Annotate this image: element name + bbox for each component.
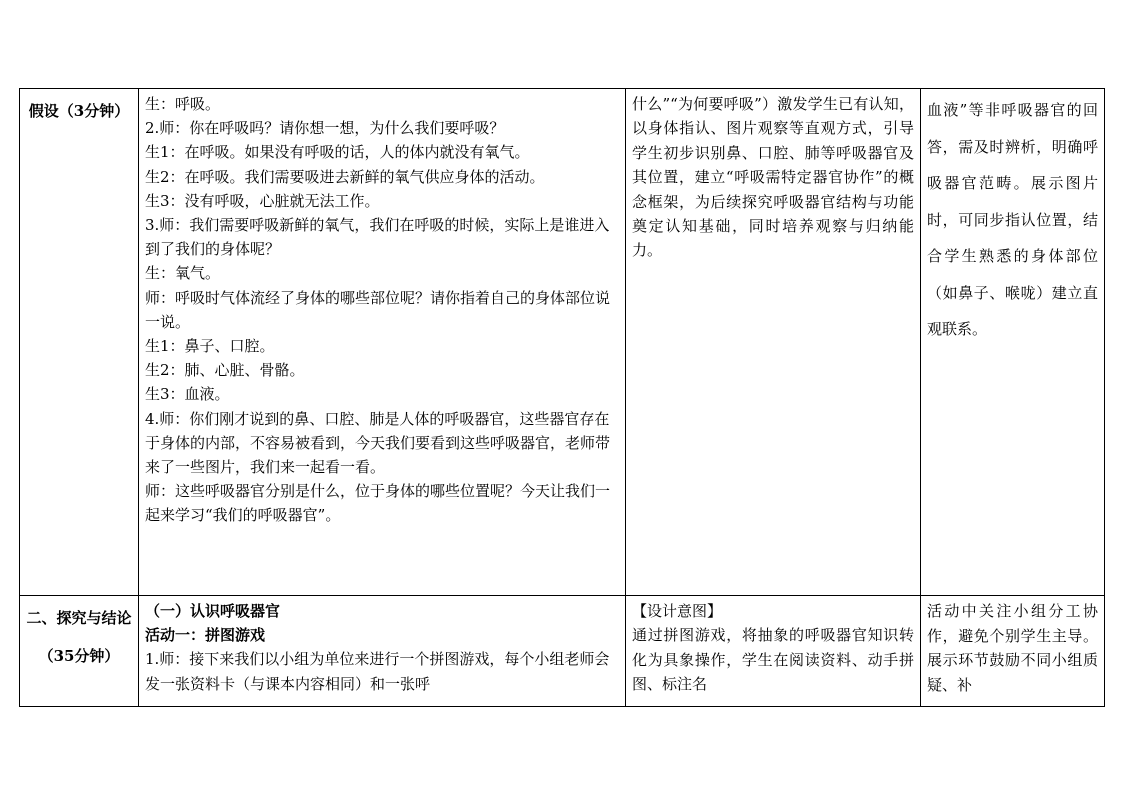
process-cell: [139, 596, 626, 707]
intent-cell: [626, 596, 921, 707]
process-line: 1.师：接下来我们以小组为单位来进行一个拼图游戏，每个小组老师会发一张资料卡（与课本内容相同）和一张呼: [145, 650, 610, 693]
stage-label: 二、探究与结论（35分钟）: [26, 609, 132, 665]
table-row: [20, 596, 1105, 707]
process-line: 生：呼吸。: [145, 95, 221, 113]
design-intent-heading: 【设计意图】: [632, 602, 723, 620]
process-cell: [139, 89, 626, 596]
design-intent-text: 通过拼图游戏，将抽象的呼吸器官知识转化为具象操作，学生在阅读资料、动手拼图、标注名: [632, 626, 914, 694]
process-line: 生1：在呼吸。如果没有呼吸的话，人的体内就没有氧气。: [145, 143, 530, 162]
stage-cell: [20, 596, 139, 707]
process-line: 3.师：我们需要呼吸新鲜的氧气，我们在呼吸的时候，实际上是谁进入到了我们的身体呢？: [145, 216, 610, 259]
process-line: 2.师：你在呼吸吗？请你想一想，为什么我们要呼吸？: [145, 119, 505, 138]
process-line: 生2：在呼吸。我们需要吸进去新鲜的氧气供应身体的活动。: [145, 167, 545, 186]
notes-cell: [921, 89, 1105, 596]
section-heading: （一）认识呼吸器官: [145, 602, 281, 620]
stage-label: 假设（3分钟）: [28, 102, 130, 120]
notes-text: 血液”等非呼吸器官的回答，需及时辨析，明确呼吸器官范畴。展示图片时，可同步指认位置，结合学生熟悉的身体部位（如鼻子、喉咙）建立直观联系。: [927, 101, 1098, 338]
process-line: 生1：鼻子、口腔。: [145, 337, 275, 356]
design-intent-text: 什么”“为何要呼吸”）激发学生已有认知，以身体指认、图片观察等直观方式，引导学生初步识别鼻、口腔、肺等呼吸器官及其位置，建立“呼吸需特定器官协作”的概念框架，为后续探究呼吸器官结构与功能奠定认知基础，同时培养观察与归纳能力。: [632, 95, 914, 260]
lesson-plan-table: [19, 88, 1105, 707]
notes-cell: [921, 596, 1105, 707]
process-line: 生：氧气。: [145, 264, 221, 283]
process-line: 师：呼吸时气体流经了身体的哪些部位呢？请你指着自己的身体部位说一说。: [145, 288, 611, 331]
process-line: 4.师：你们刚才说到的鼻、口腔、肺是人体的呼吸器官，这些器官存在于身体的内部，不容易被看到，今天我们要看到这些呼吸器官，老师带来了一些图片，我们来一起看一看。: [145, 409, 611, 477]
stage-cell: [20, 89, 139, 596]
process-line: 师：这些呼吸器官分别是什么，位于身体的哪些位置呢？今天让我们一起来学习“我们的呼吸器官”。: [145, 482, 611, 525]
intent-cell: [626, 89, 921, 596]
activity-heading: 活动一：拼图游戏: [145, 626, 266, 645]
process-line: 生3：没有呼吸，心脏就无法工作。: [145, 191, 380, 210]
process-line: 生2：肺、心脏、骨骼。: [145, 361, 305, 380]
process-line: 生3：血液。: [145, 385, 230, 404]
table-row: [20, 89, 1105, 596]
notes-text: 活动中关注小组分工协作，避免个别学生主导。展示环节鼓励不同小组质疑、补: [927, 602, 1098, 694]
